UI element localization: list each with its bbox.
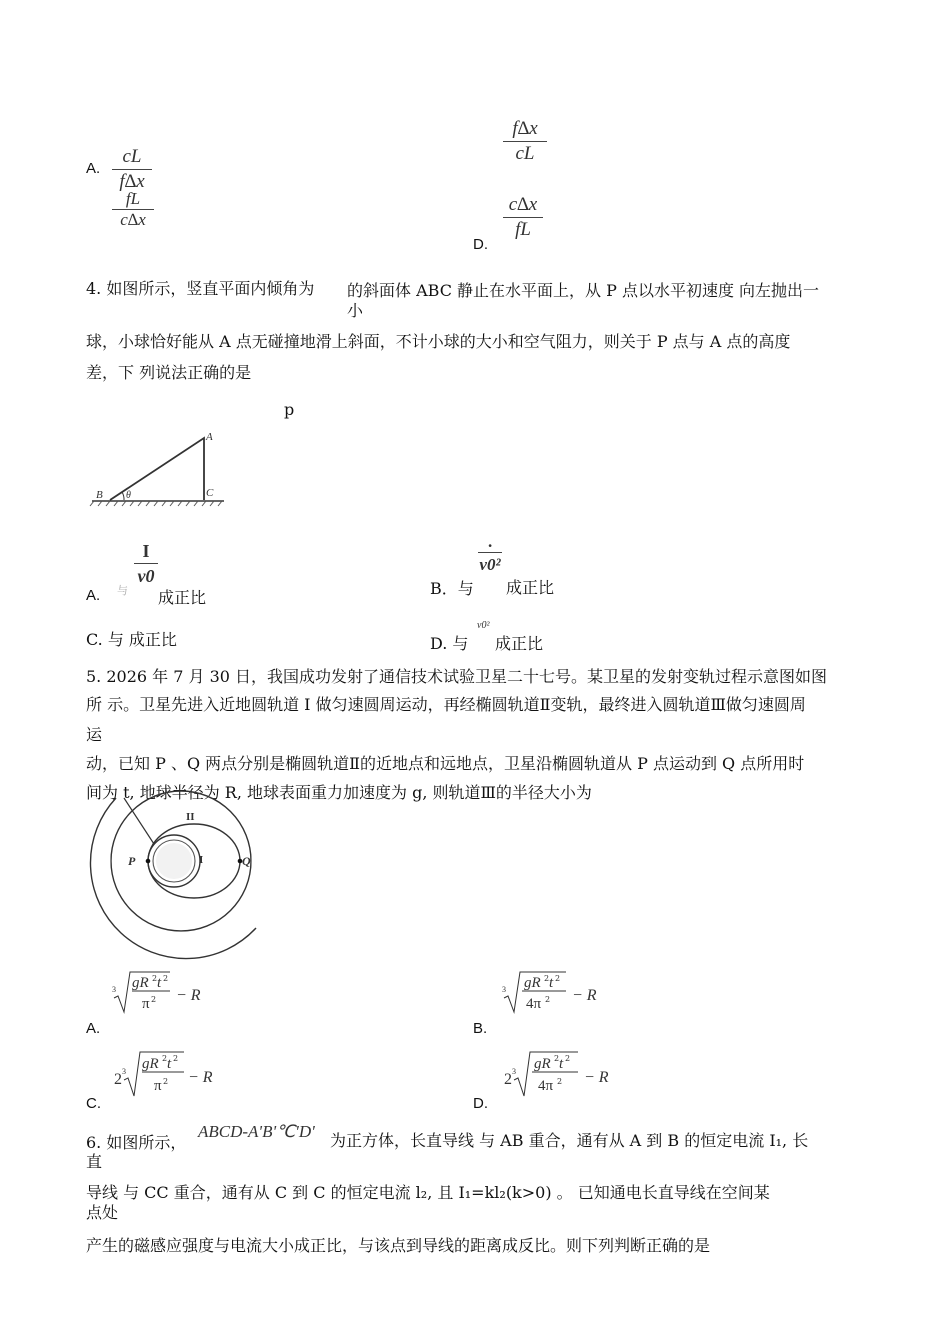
svg-text:4π: 4π: [538, 1078, 554, 1094]
q4-option-b-suffix: 成正比: [506, 578, 555, 597]
q4-option-a-faded-glyph: 与: [117, 584, 128, 597]
q4-option-a-suffix: 成正比: [158, 588, 207, 607]
q4-stem-line1-left: 4. 如图所示，竖直平面内倾角为: [86, 279, 315, 298]
q3-option-c-numerator: fL: [125, 189, 141, 208]
q4-option-a-label: A.: [86, 587, 101, 604]
svg-text:− R: − R: [188, 1069, 213, 1086]
svg-text:t: t: [167, 1056, 172, 1072]
q6-stem-line2-wrap: 点处: [86, 1203, 119, 1222]
svg-text:2: 2: [565, 1054, 571, 1063]
q5-option-c-expression: [112, 1046, 222, 1102]
svg-text:t: t: [157, 975, 162, 991]
q6-stem-line3: 产生的磁感应强度与电流大小成正比，与该点到导线的距离成反比。则下列判断正确的是: [86, 1236, 711, 1255]
q5-figure-label-q: Q: [242, 854, 251, 868]
svg-text:3: 3: [502, 985, 506, 994]
q5-option-b-label: B.: [473, 1020, 488, 1037]
svg-text:gR: gR: [132, 975, 149, 991]
q3-option-a-numerator: cL: [122, 146, 142, 167]
svg-text:− R: − R: [572, 987, 597, 1004]
q4-option-c: C. 与 成正比: [86, 630, 177, 649]
svg-text:2: 2: [162, 1054, 168, 1063]
q3-option-b-numerator: f∆x: [512, 118, 538, 139]
svg-text:2: 2: [555, 974, 561, 983]
svg-text:2: 2: [173, 1054, 179, 1063]
svg-text:π: π: [154, 1078, 162, 1094]
svg-text:− R: − R: [176, 987, 201, 1004]
q4-figure-label-a: A: [206, 431, 213, 443]
q4-option-b-label: B．与: [430, 579, 474, 598]
q5-option-c-label: C.: [86, 1095, 101, 1112]
q5-stem-line4: 间为 t, 地球半径为 R, 地球表面重力加速度为 g, 则轨道Ⅲ的半径大小为: [86, 783, 592, 802]
q4-figure-point-p: p: [284, 400, 295, 419]
svg-text:gR: gR: [142, 1056, 159, 1072]
q6-stem-line2: 导线 与 CC 重合，通有从 C 到 C 的恒定电流 l₂, 且 I₁=kl₂(k>0) 。 已知通电长直导线在空间某: [86, 1183, 770, 1202]
q4-option-d-label: D. 与: [430, 634, 469, 653]
q5-figure-label-p: P: [128, 854, 136, 868]
q3-option-d-denominator: fL: [515, 219, 531, 240]
q6-stem-cube-notation: ABCD-A'B'℃'D': [198, 1122, 315, 1141]
svg-text:2: 2: [554, 1054, 560, 1063]
q4-incline-figure: [88, 428, 228, 508]
svg-text:3: 3: [512, 1067, 516, 1076]
svg-text:gR: gR: [534, 1056, 551, 1072]
q4-option-d-suffix: 成正比: [495, 634, 544, 653]
svg-text:2: 2: [544, 974, 550, 983]
q4-stem-line1-right: 的斜面体 ABC 静止在水平面上，从 P 点以水平初速度 向左抛出一: [347, 281, 820, 300]
q5-stem-line3: 动，已知 P 、Q 两点分别是椭圆轨道Ⅱ的近地点和远地点，卫星沿椭圆轨道从 P 点运动到 Q 点所用时: [86, 754, 805, 773]
q3-option-d-label: D.: [473, 236, 488, 253]
svg-text:2: 2: [163, 1077, 169, 1086]
q6-stem-line1-a: 6. 如图所示，: [86, 1133, 187, 1152]
q5-orbit-figure: [96, 798, 266, 938]
q3-option-c-fraction: [112, 190, 154, 229]
q6-stem-line1-wrap: 直: [86, 1152, 103, 1171]
q3-option-a-denominator: f∆x: [119, 171, 145, 192]
q5-stem-line2-wrap: 运: [86, 725, 103, 744]
svg-text:4π: 4π: [526, 996, 542, 1012]
q4-option-b-fraction: · v0²: [479, 536, 501, 574]
q5-figure-label-i: I: [199, 854, 204, 866]
q4-figure-label-b: B: [96, 489, 103, 501]
q3-option-a-label: A.: [86, 160, 101, 177]
q5-figure-label-ii: II: [186, 811, 195, 823]
q5-option-d-expression: [502, 1046, 618, 1102]
q3-option-c-denominator: c∆x: [120, 210, 146, 229]
q4-option-d-superscript: v0²: [477, 620, 490, 631]
q3-option-d-numerator: c∆x: [508, 194, 538, 215]
svg-text:2: 2: [504, 1071, 512, 1088]
q3-option-b-fraction: [503, 118, 547, 165]
svg-text:t: t: [549, 975, 554, 991]
svg-text:3: 3: [112, 985, 116, 994]
q6-stem-line1-b: 为正方体，长直导线 与 AB 重合，通有从 A 到 B 的恒定电流 I₁, 长: [330, 1131, 809, 1150]
q4-stem-line1-wrap: 小: [347, 301, 364, 320]
q5-option-a-label: A.: [86, 1020, 101, 1037]
q5-option-a-expression: [112, 968, 212, 1018]
q3-option-d-fraction: [503, 194, 543, 241]
svg-text:3: 3: [122, 1067, 126, 1076]
svg-text:2: 2: [557, 1077, 563, 1086]
q4-stem-line2: 球，小球恰好能从 A 点无碰撞地滑上斜面，不计小球的大小和空气阻力，则关于 P 点与 A 点的高度: [86, 332, 791, 351]
svg-text:2: 2: [163, 974, 169, 983]
q3-option-b-denominator: cL: [515, 143, 535, 164]
q5-stem-line2: 所 示。卫星先进入近地圆轨道 I 做匀速圆周运动，再经椭圆轨道Ⅱ变轨，最终进入圆轨道Ⅲ做匀速圆周: [86, 695, 806, 714]
svg-text:t: t: [559, 1056, 564, 1072]
q4-option-a-fraction: [134, 540, 158, 587]
q5-option-d-label: D.: [473, 1095, 488, 1112]
q4-stem-line3: 差，下 列说法正确的是: [86, 363, 252, 382]
q4-figure-label-c: C: [206, 487, 214, 499]
svg-text:2: 2: [114, 1071, 122, 1088]
svg-text:− R: − R: [584, 1069, 609, 1086]
svg-text:gR: gR: [524, 975, 541, 991]
q4-option-a-denominator: v0: [137, 566, 155, 586]
q4-option-a-numerator: I: [142, 541, 150, 561]
q3-option-a-fraction: [112, 146, 152, 193]
q4-option-b-expression: v0²: [479, 555, 501, 574]
q4-figure-label-theta: θ: [126, 490, 131, 501]
q5-option-b-expression: [502, 968, 612, 1018]
svg-text:π: π: [142, 996, 150, 1012]
svg-text:2: 2: [152, 974, 158, 983]
svg-text:2: 2: [151, 995, 157, 1004]
svg-text:2: 2: [545, 995, 551, 1004]
q5-stem-line1: 5. 2026 年 7 月 30 日，我国成功发射了通信技术试验卫星二十七号。某卫星的发射变轨过程示意图如图: [86, 667, 828, 686]
